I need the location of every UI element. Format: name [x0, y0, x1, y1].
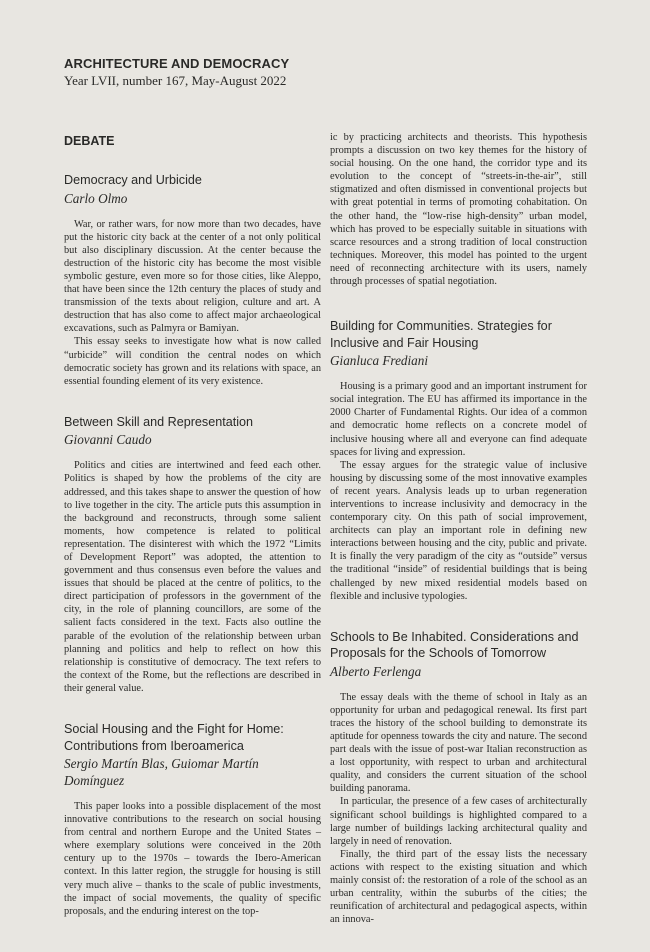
- paragraph: This essay seeks to investigate how what is now called “urbicide” will condition the central nodes on which democratic society has grown and its relations with space, an essential founding element of its very existence.: [64, 336, 321, 387]
- paragraph: In particular, the presence of a few cases of architecturally significant school buildings is highlighted compared to a large number of buildings lacking architectural quality and largely in need of renovation.: [330, 796, 587, 847]
- paragraph: War, or rather wars, for now more than two decades, have put the historic city back at the center of a not only political but also disciplinary discussion. At the center because the destruction of the historic city has become the most visible symbolic gesture, even more so for those cities, like Aleppo, that have been since the 12th century the places of study and transmission of the texts about religion, culture and art. A destruction that has also come to affect major archaeological excavations, such as Palmyra or Bamiyan.: [64, 218, 321, 335]
- paragraph: Housing is a primary good and an important instrument for social integration. The EU has affirmed its importance in the 2000 Charter of Fundamental Rights. Our idea of a common and democratic home reflects on a concrete model of inclusive housing where all and everyone can find adequate spaces for living and expression.: [330, 381, 587, 458]
- paragraph: This paper looks into a possible displacement of the most innovative contributions to the research on social housing from central and northern Europe and the United States – where exemplary solutions were conceived in the 20th century up to the 1970s – towards the Ibero-American context. In this latter region, the struggle for housing is still very much alive – thanks to the scale of public investments, the impact of social movements, the quality of specific proposals, and the enduring interest on the top-: [64, 801, 321, 917]
- article-body: [64, 800, 321, 918]
- paragraph: Politics and cities are intertwined and feed each other. Politics is shaped by how the problems of the city are addressed, and this takes shape to answer the question of how to live together in the city. The article puts this assumption in the background and reconstructs, through some salient moments, how competence is related to political representation. The disinterest with which the 1972 “Limits of Development Report” was adopted, the attention to government and thus consensus even before the values and issues that should be placed at the centre of politics, to the direct participation of professors in the government of the city, in the role of planning councillors, are some of the salient facts considered in the text. Facts also outline the parable of the evolution of the relationship between urban planning and politics and help to reflect on how this relationship is constitutive of democracy. The text refers to the context of the Rome, but the reflections are described in their general value.: [64, 460, 321, 694]
- article-democracy-urbicide: [64, 172, 321, 388]
- article-author: Alberto Ferlenga: [330, 663, 422, 679]
- journal-title: ARCHITECTURE AND DEMOCRACY: [64, 56, 290, 71]
- article-author: Giovanni Caudo: [64, 432, 152, 448]
- paragraph: The essay argues for the strategic value of inclusive housing by discussing some of the most innovative examples of recent years. Analysis leads up to urban regeneration interventions to increase inclusivity and democracy in the contemporary city. On this path of social improvement, architects can play an important role in defining new interactions between housing and the city, public and private. It is finally the very paradigm of the city as “outside” versus the traditional “inside” of residential buildings that is being challenged by new mixed residential models based on flexible and inclusive typologies.: [330, 459, 587, 602]
- article-author: Gianluca Frediani: [330, 353, 429, 369]
- right-column: [330, 131, 587, 952]
- left-column: [64, 132, 321, 944]
- article-body: [64, 218, 321, 388]
- article-social-housing-continued: [330, 131, 587, 288]
- article-title: Between Skill and Representation: [64, 414, 254, 429]
- article-title: Schools to Be Inhabited. Considerations and Proposals for the Schools of Tomorrow: [330, 629, 579, 661]
- section-label: DEBATE: [64, 134, 115, 148]
- article-author: Sergio Martín Blas, Guiomar Martín Domínguez: [64, 756, 259, 788]
- article-building-communities: [330, 318, 587, 603]
- article-author: Carlo Olmo: [64, 190, 128, 206]
- article-social-housing: [64, 721, 321, 918]
- article-title: Building for Communities. Strategies for Inclusive and Fair Housing: [330, 319, 552, 350]
- article-body: [330, 131, 587, 288]
- journal-issue: Year LVII, number 167, May-August 2022: [64, 73, 287, 88]
- article-body: [330, 380, 587, 603]
- paragraph: The essay deals with the theme of school in Italy as an opportunity for urban and pedagogical renewal. Its first part traces the history of the school building to demonstrate its aptitude for openness towards the city and nature. The second part deals with the issue of post-war Italian reconstruction as a lost opportunity, with respect to urban and architectural quality, and considers the current situation of the school building panorama.: [330, 691, 587, 795]
- article-title: Democracy and Urbicide: [64, 173, 202, 188]
- article-title: Social Housing and the Fight for Home: Contributions from Iberoamerica: [64, 722, 284, 753]
- paragraph: ic by practicing architects and theorists. This hypothesis prompts a discussion on two key themes for the history of social housing. On the one hand, the corridor type and its evolution to the concept of “streets-in-the-air”, still stigmatized and often dismissed in conventional projects but with great potential in terms of promoting cohabitation. On the other hand, the “low-rise high-density” urban model, which has proved to be especially suitable in situations with scarce resources and a strong tradition of local construction techniques. Moreover, this model has pointed to the urgent need of reconnecting architecture with its users, namely through processes of spatial negotiation.: [330, 132, 587, 288]
- article-schools-inhabited: [330, 629, 587, 927]
- article-skill-representation: [64, 414, 321, 695]
- paragraph: Finally, the third part of the essay lists the necessary actions with respect to the existing situation and which mainly consist of: the restoration of a role of the school as an urban centrality, within the suburbs of the cities; the reunification of architectural and pedagogical aspects, within an innova-: [330, 848, 587, 926]
- article-body: [330, 691, 587, 927]
- article-body: [64, 459, 321, 695]
